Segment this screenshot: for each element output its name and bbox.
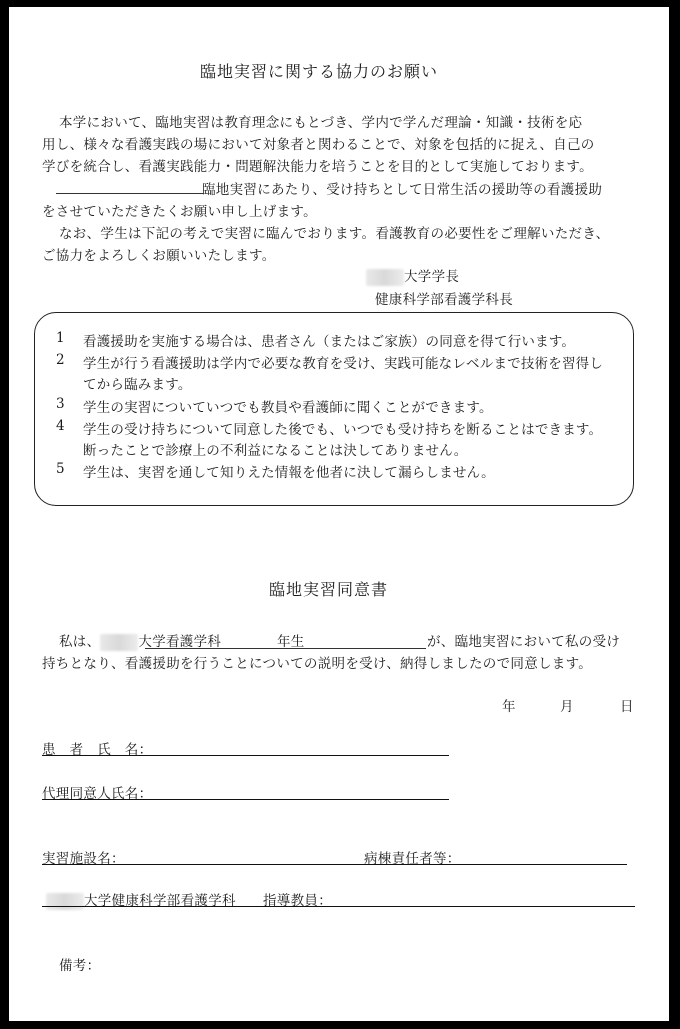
principle-text: てから臨みます。	[83, 377, 192, 393]
redacted-university-name	[100, 634, 138, 651]
principle-number: 4	[56, 418, 65, 434]
principle-text: 断ったことで診療上の不利益になることは決してありません。	[83, 443, 468, 459]
remarks-label: 備考：	[59, 958, 101, 974]
consent-line-2: 持ちとなり、看護援助を行うことについての説明を受け、納得しましたので同意します。	[42, 656, 593, 672]
consent-line-1-suffix: が、臨地実習において私の受け	[427, 634, 621, 650]
consent-document	[9, 7, 669, 1021]
request-line-1: 本学において、臨地実習は教育理念にもとづき、学内で学んだ理論・知識・技術を応	[59, 115, 583, 131]
request-line-4: 臨地実習にあたり、受け持ちとして日常生活の援助等の看護援助	[202, 182, 603, 198]
date-month: 月	[560, 699, 574, 715]
dept-underline	[145, 648, 231, 649]
facility-blank-line	[56, 193, 203, 194]
student-name-blank[interactable]	[231, 648, 426, 649]
request-line-5: をさせていただきたくお願い申し上げます。	[42, 204, 317, 220]
consent-title: 臨地実習同意書	[269, 580, 389, 599]
consent-prefix: 私は、	[59, 634, 101, 650]
principle-text: 学生が行う看護援助は学内で必要な教育を受け、実践可能なレベルまで技術を習得し	[83, 356, 604, 372]
consent-dept: 大学看護学科	[138, 634, 222, 650]
signature-line-2: 健康科学部看護学科長	[375, 292, 513, 308]
principle-number: 2	[56, 352, 65, 368]
request-title: 臨地実習に関する協力のお願い	[200, 62, 439, 81]
signature-line-1: 大学学長	[404, 269, 460, 285]
request-line-6: なお、学生は下記の考えで実習に臨んでおります。看護教育の必要性をご理解いただき、	[59, 226, 610, 242]
ward-chief-label: 病棟責任者等：	[364, 851, 461, 867]
faculty-label: 指導教員：	[263, 893, 332, 909]
principle-text: 学生は、実習を通して知りえた情報を他者に決して漏らしません。	[83, 465, 495, 481]
consent-grade: 年生	[277, 634, 305, 650]
principle-text: 学生の実習についていつでも教員や看護師に聞くことができます。	[83, 400, 493, 416]
patient-name-line[interactable]	[42, 755, 449, 756]
faculty-line[interactable]	[42, 906, 635, 907]
request-line-7: ご協力をよろしくお願いいたします。	[42, 248, 276, 264]
proxy-name-label: 代理同意人氏名：	[42, 786, 153, 802]
facility-line[interactable]	[42, 864, 627, 865]
principle-text: 看護援助を実施する場合は、患者さん（またはご家族）の同意を得て行います。	[83, 334, 576, 350]
principle-number: 3	[56, 396, 65, 412]
faculty-org-label: 大学健康科学部看護学科	[84, 893, 236, 909]
signature-president	[366, 265, 459, 286]
redacted-university-name	[46, 893, 84, 910]
facility-label: 実習施設名：	[42, 851, 125, 867]
date-year: 年	[502, 699, 516, 715]
date-day: 日	[620, 699, 634, 715]
principle-number: 5	[56, 461, 65, 477]
proxy-name-line[interactable]	[42, 799, 449, 800]
redacted-university-name	[366, 269, 404, 286]
request-line-2: 用し、様々な看護実践の場において対象者と関わることで、対象を包括的に捉え、自己の	[42, 137, 595, 153]
principle-text: 学生の受け持ちについて同意した後でも、いつでも受け持ちを断ることはできます。	[83, 422, 603, 438]
principle-number: 1	[56, 330, 65, 346]
patient-name-label: 患 者 氏 名：	[42, 742, 153, 758]
request-line-3: 学びを統合し、看護実践能力・問題解決能力を培うことを目的として実施しております。	[42, 159, 593, 175]
